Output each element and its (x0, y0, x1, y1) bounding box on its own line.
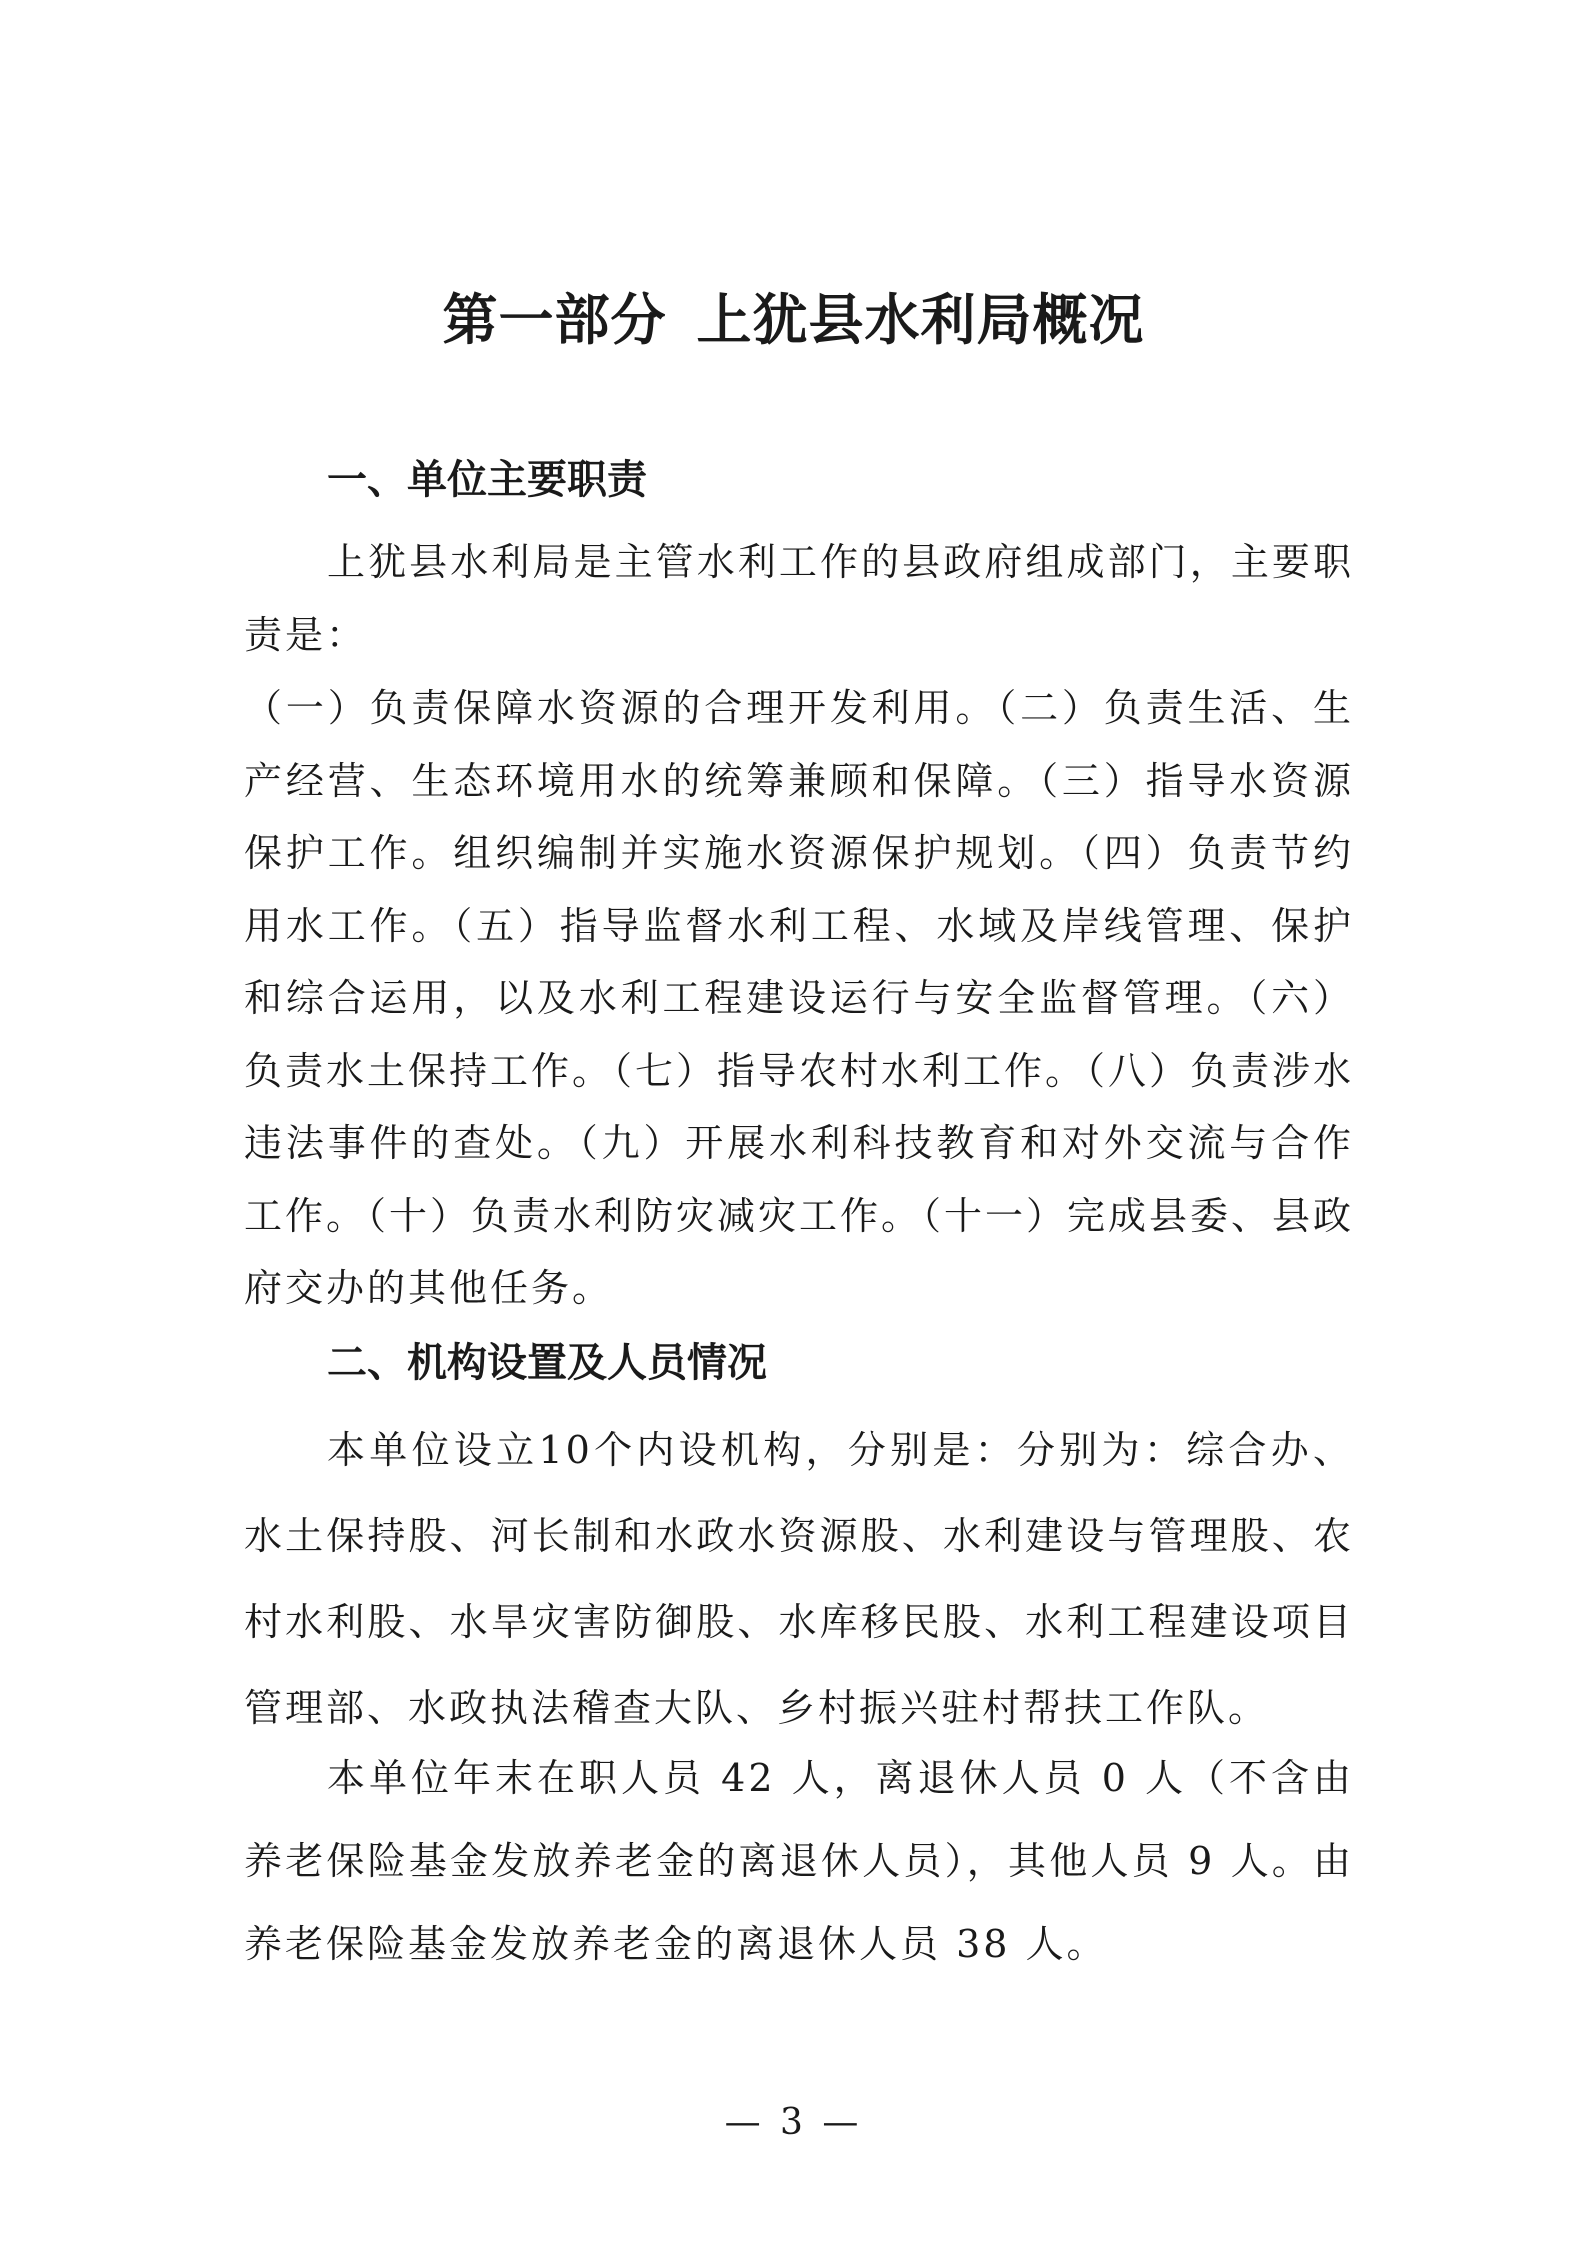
section-heading-duties: 一、单位主要职责 (327, 457, 647, 503)
paragraph-duties-list: （一）负责保障水资源的合理开发利用。（二）负责生活、生产经营、生态环境用水的统筹兼顾和保障。（三）指导水资源保护工作。组织编制并实施水资源保护规划。（四）负责节约用水工作。（五）指导监督水利工程、水域及岸线管理、保护和综合运用，以及水利工程建设运行与安全监督管理。（六）负责水土保持工作。（七）指导农村水利工作。（八）负责涉水违法事件的查处。（九）开展水利科技教育和对外交流与合作工作。（十）负责水利防灾减灾工作。（十一）完成县委、县政府交办的其他任务。 (244, 686, 1355, 1310)
section-heading-institutions: 二、机构设置及人员情况 (327, 1340, 767, 1386)
page-title-part: 第一部分 (442, 288, 667, 352)
page-number: — 3 — (724, 2102, 863, 2143)
paragraph-staff: 本单位年末在职人员 42 人，离退休人员 0 人（不含由养老保险基金发放养老金的离退休人员），其他人员 9 人。由养老保险基金发放养老金的离退休人员 38 人。 (244, 1756, 1354, 1966)
page-title (0, 280, 1587, 360)
paragraph-institutions: 本单位设立10个内设机构，分别是：分别为：综合办、水土保持股、河长制和水政水资源股、水利建设与管理股、农村水利股、水旱灾害防御股、水库移民股、水利工程建设项目管理部、水政执法稽查大队、乡村振兴驻村帮扶工作队。 (244, 1428, 1354, 1730)
page-title-name: 上犹县水利局概况 (696, 288, 1145, 352)
paragraph-duties-intro: 上犹县水利局是主管水利工作的县政府组成部门，主要职责是： (244, 540, 1354, 657)
